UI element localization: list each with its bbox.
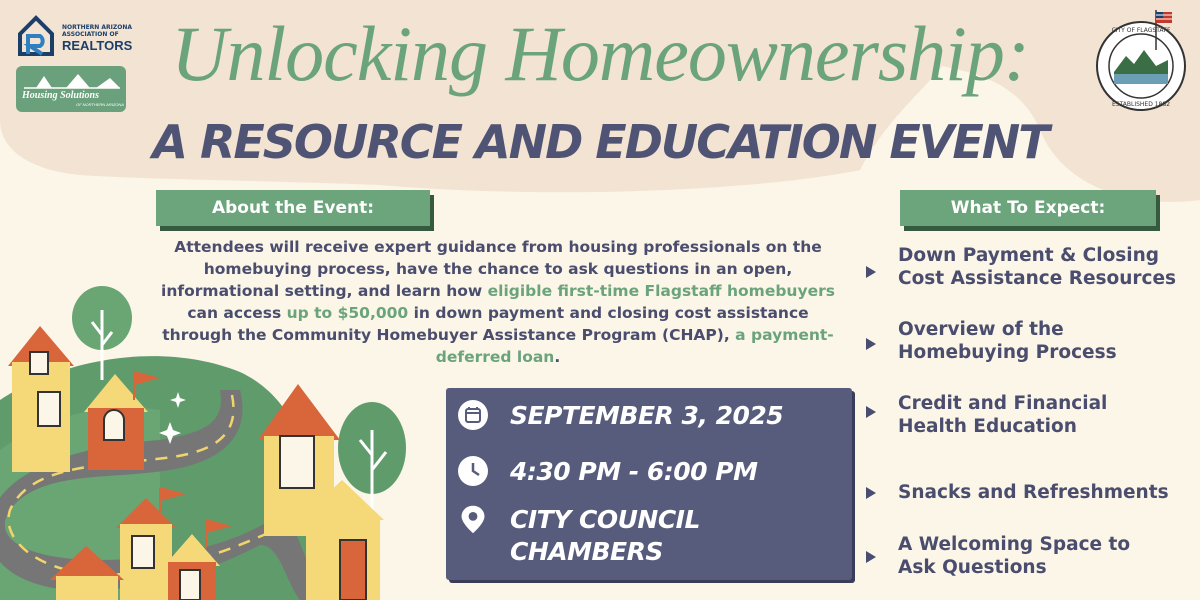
housing-solutions-subtitle: OF NORTHERN ARIZONA: [76, 102, 124, 107]
about-text-part: in down payment and closing cost assistance through the Community Homebuyer Assistance Program (CHAP),: [162, 304, 809, 344]
arrow-right-icon: [866, 406, 876, 418]
event-details-box: [446, 388, 852, 580]
house-logo-icon: [16, 14, 56, 58]
about-text: [160, 236, 836, 368]
house-window: [38, 392, 60, 426]
narar-logo: [16, 14, 136, 60]
expect-item-line: Ask Questions: [898, 557, 1047, 578]
about-header: About the Event:: [156, 190, 430, 226]
expect-item-label: [898, 392, 1198, 438]
expect-item-line: Credit and Financial: [898, 393, 1108, 414]
housing-solutions-title: Housing Solutions: [22, 90, 99, 101]
event-title-main: A RESOURCE AND EDUCATION EVENT: [152, 115, 1048, 169]
arrow-right-icon: [866, 551, 876, 563]
about-text-part: Attendees will receive expert guidance from housing professionals on the homebuying process, have the chance to ask questions in an open, informational setting, and learn how: [161, 238, 822, 300]
house-window: [132, 536, 154, 568]
event-title-script: Unlocking Homeownership:: [171, 10, 1029, 97]
arrow-right-icon: [866, 338, 876, 350]
seal-text: CITY OF FLAGSTAFF: [1111, 27, 1171, 34]
expect-header: What To Expect:: [900, 190, 1156, 226]
calendar-icon: [458, 400, 488, 430]
house-window: [104, 410, 124, 440]
arrow-right-icon: [866, 266, 876, 278]
city-of-flagstaff-seal: [1092, 10, 1190, 114]
about-highlight: a payment-deferred loan: [435, 326, 834, 366]
narar-logo-realtors: REALTORS: [62, 38, 133, 53]
expect-item-line: Cost Assistance Resources: [898, 268, 1177, 289]
expect-item-label: [898, 481, 1198, 504]
event-date-row: [458, 400, 783, 432]
expect-item-label: [898, 244, 1198, 290]
event-location-line1: CITY COUNCIL: [510, 505, 700, 534]
house-window: [180, 570, 200, 600]
house-door: [340, 540, 366, 600]
expect-item-line: Homebuying Process: [898, 342, 1117, 363]
housing-solutions-logo: [16, 66, 126, 112]
house-window: [30, 352, 48, 374]
house-body: [56, 576, 118, 600]
clock-icon: [458, 456, 488, 486]
expect-item-label: [898, 533, 1198, 579]
about-text-part: .: [554, 348, 561, 366]
expect-item-label: [898, 318, 1198, 364]
event-location: [510, 504, 700, 568]
expect-item-line: Health Education: [898, 416, 1077, 437]
location-pin-icon: [458, 504, 488, 534]
expect-item-line: A Welcoming Space to: [898, 534, 1131, 555]
event-location-line2: CHAMBERS: [510, 537, 663, 566]
expect-item-line: Overview of the: [898, 319, 1064, 340]
about-text-part: can access: [187, 304, 287, 322]
event-time: 4:30 PM - 6:00 PM: [510, 457, 758, 486]
arrow-right-icon: [866, 487, 876, 499]
expect-item-line: Down Payment & Closing: [898, 245, 1160, 266]
event-time-row: [458, 456, 757, 488]
seal-text: ESTABLISHED 1882: [1111, 101, 1171, 108]
event-date: SEPTEMBER 3, 2025: [510, 401, 784, 430]
about-highlight: eligible first-time Flagstaff homebuyers: [487, 282, 835, 300]
narar-logo-text: NORTHERN ARIZONA ASSOCIATION OF: [62, 24, 133, 38]
event-location-row: [458, 504, 700, 568]
about-highlight: up to $50,000: [286, 304, 409, 322]
expect-item-line: Snacks and Refreshments: [898, 482, 1169, 503]
house-window: [280, 436, 314, 488]
